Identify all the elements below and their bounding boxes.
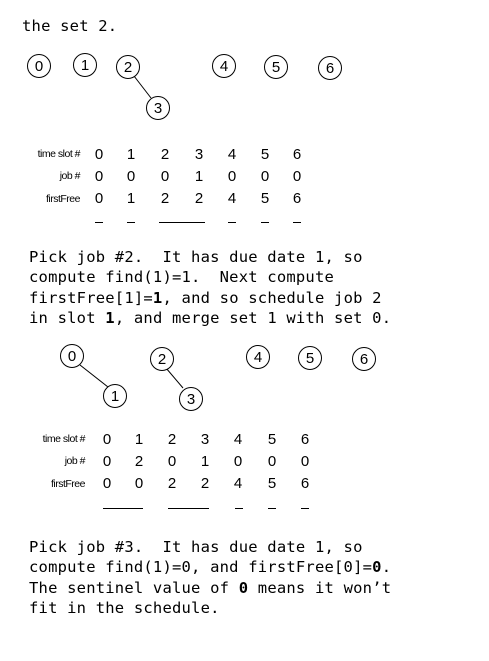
set-node-3: 3 xyxy=(179,387,203,411)
para1-line-3-bold: 1 xyxy=(152,288,163,307)
set-mark xyxy=(168,508,209,509)
table1-job: 0 xyxy=(94,168,104,185)
set-node-0: 0 xyxy=(27,54,51,78)
set-mark xyxy=(95,222,103,223)
table2-slot: 6 xyxy=(300,431,310,448)
set-mark xyxy=(228,222,236,223)
table1-slot: 1 xyxy=(126,146,136,163)
set-mark xyxy=(159,222,205,223)
set-mark xyxy=(293,222,301,223)
para2-line-2-bold: 0 xyxy=(372,558,382,577)
table1-job: 0 xyxy=(227,168,237,185)
para2-line-3-bold: 0 xyxy=(238,578,249,597)
para1-line-2: compute find(1)=1. Next compute xyxy=(29,268,335,287)
set-node-4: 4 xyxy=(212,54,236,78)
table1-label-job: job # xyxy=(59,170,80,182)
table2-label-slot: time slot # xyxy=(42,433,85,445)
top-text-line: the set 2. xyxy=(22,17,118,35)
edge-2-3b xyxy=(166,368,183,388)
table1-job: 0 xyxy=(160,168,170,185)
para2-line-2c: . xyxy=(381,558,392,577)
table1-slot: 2 xyxy=(160,146,170,163)
table2-firstfree: 2 xyxy=(167,475,177,492)
table2-firstfree: 5 xyxy=(267,475,277,492)
table2-firstfree: 6 xyxy=(300,475,310,492)
table1-job: 0 xyxy=(260,168,270,185)
table2-firstfree: 4 xyxy=(233,475,243,492)
para2-line-1: Pick job #3. It has due date 1, so xyxy=(29,538,363,556)
para1-line-4c: , and merge set 1 with set 0. xyxy=(114,308,392,327)
table2-slot: 1 xyxy=(134,431,144,448)
set-mark xyxy=(301,508,309,509)
table1-slot: 0 xyxy=(94,146,104,163)
para1-line-3a: firstFree[1]= xyxy=(29,288,153,307)
table1-job: 0 xyxy=(292,168,302,185)
table1-firstfree: 5 xyxy=(260,190,270,207)
table1-slot: 3 xyxy=(194,146,204,163)
edge-0-1 xyxy=(80,365,108,387)
table2-firstfree: 0 xyxy=(102,475,112,492)
table2-job: 1 xyxy=(200,453,210,470)
table2-label-free: firstFree xyxy=(50,478,85,490)
table1-slot: 4 xyxy=(227,146,237,163)
set-node-1: 1 xyxy=(73,53,97,77)
set-node-5: 5 xyxy=(264,55,288,79)
set-node-2: 2 xyxy=(150,347,174,371)
set-node-6: 6 xyxy=(352,347,376,371)
set-node-6: 6 xyxy=(318,56,342,80)
table1-firstfree: 4 xyxy=(227,190,237,207)
table2-slot: 3 xyxy=(200,431,210,448)
table1-firstfree: 2 xyxy=(160,190,170,207)
table2-firstfree: 2 xyxy=(200,475,210,492)
table1-firstfree: 2 xyxy=(194,190,204,207)
para1-line-1: Pick job #2. It has due date 1, so xyxy=(29,248,363,266)
table1-label-slot: time slot # xyxy=(37,148,80,160)
set-mark xyxy=(261,222,269,223)
table2-firstfree: 0 xyxy=(134,475,144,492)
set-mark xyxy=(235,508,243,509)
para1-line-4-bold: 1 xyxy=(105,308,115,327)
table2-job: 0 xyxy=(233,453,243,470)
table2-slot: 0 xyxy=(102,431,112,448)
explanation-paragraph-1 xyxy=(29,247,391,328)
table1-firstfree: 1 xyxy=(126,190,136,207)
para2-line-3a: The sentinel value of xyxy=(29,578,239,597)
table2-slot: 2 xyxy=(167,431,177,448)
table1-firstfree: 6 xyxy=(292,190,302,207)
table2-job: 0 xyxy=(267,453,277,470)
table2-job: 0 xyxy=(167,453,177,470)
set-node-1: 1 xyxy=(103,384,127,408)
para2-line-3c: means it won’t xyxy=(248,578,392,597)
table2-job: 2 xyxy=(134,453,144,470)
table1-job: 1 xyxy=(194,168,204,185)
set-node-0: 0 xyxy=(60,344,84,368)
table1-firstfree: 0 xyxy=(94,190,104,207)
explanation-paragraph-2 xyxy=(29,537,391,618)
set-node-2: 2 xyxy=(116,55,140,79)
para1-line-3c: , and so schedule job 2 xyxy=(162,288,382,307)
set-node-4: 4 xyxy=(246,345,270,369)
para2-line-2a: compute find(1)=0, and firstFree[0]= xyxy=(29,558,373,577)
table1-label-free: firstFree xyxy=(45,193,80,205)
set-mark xyxy=(127,222,135,223)
para2-line-4: fit in the schedule. xyxy=(29,598,220,617)
set-node-5: 5 xyxy=(298,346,322,370)
set-mark xyxy=(103,508,143,509)
table1-slot: 6 xyxy=(292,146,302,163)
para1-line-4a: in slot xyxy=(29,308,106,327)
table2-label-job: job # xyxy=(64,455,85,467)
table2-job: 0 xyxy=(102,453,112,470)
table2-slot: 4 xyxy=(233,431,243,448)
set-mark xyxy=(268,508,276,509)
set-node-3: 3 xyxy=(146,96,170,120)
edge-2-3 xyxy=(134,76,151,98)
table2-job: 0 xyxy=(300,453,310,470)
table2-slot: 5 xyxy=(267,431,277,448)
table1-job: 0 xyxy=(126,168,136,185)
table1-slot: 5 xyxy=(260,146,270,163)
